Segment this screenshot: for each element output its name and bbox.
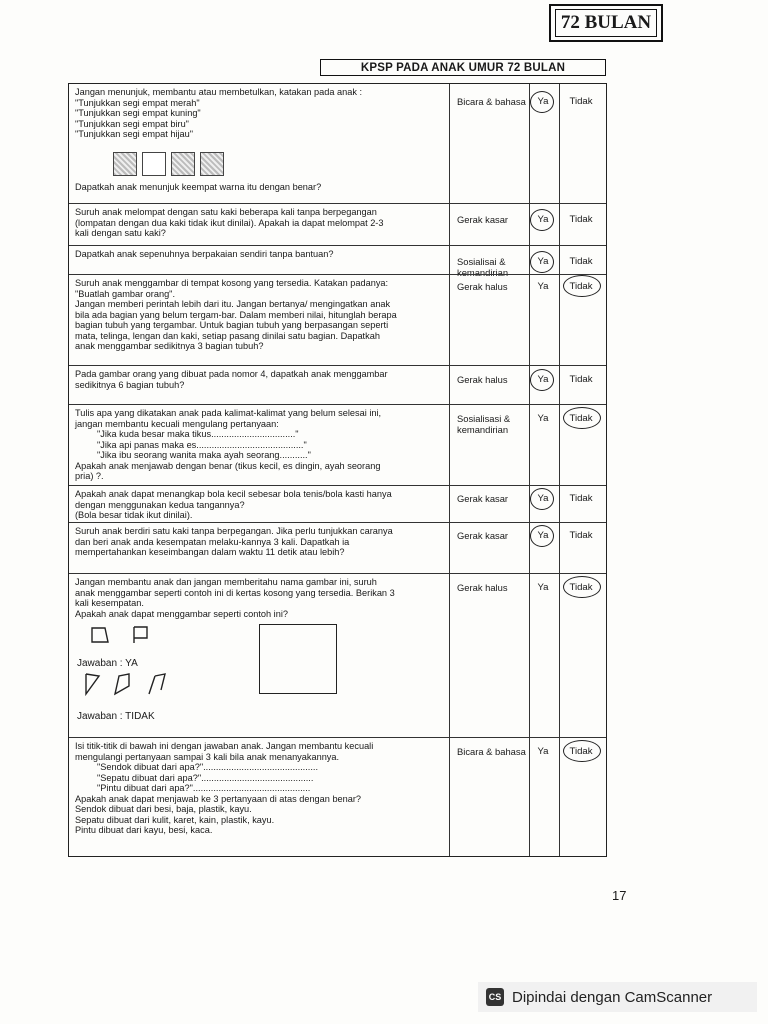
developmental-aspect: Gerak halus xyxy=(457,374,508,385)
camscanner-watermark xyxy=(478,982,757,1012)
answer-tidak-option[interactable]: Tidak xyxy=(569,746,593,757)
kpsp-table xyxy=(68,83,607,857)
question-text xyxy=(75,408,449,482)
question-line: (lompatan dengan dua kaki tidak ikut dinilai). Apakah ia dapat melompat 2-3 xyxy=(75,217,384,228)
question-line: Sepatu dibuat dari kulit, karet, kain, plastik, kayu. xyxy=(75,814,275,825)
answer-ya-option[interactable]: Ya xyxy=(537,493,549,504)
answer-ya-option[interactable]: Ya xyxy=(537,582,549,593)
developmental-aspect: Sosialisai & kemandirian xyxy=(457,256,509,278)
question-line: "Tunjukkan segi empat merah" xyxy=(75,97,200,108)
question-line: mempertahankan keseimbangan dalam waktu 11 detik atau lebih? xyxy=(75,547,345,557)
question-line: Apakah anak dapat menangkap bola kecil sebesar bola tenis/bola kasti hanya xyxy=(75,489,392,499)
answer-ya-option[interactable]: Ya xyxy=(537,96,549,107)
answer-ya-option[interactable]: Ya xyxy=(537,281,549,292)
developmental-aspect: Gerak halus xyxy=(457,582,508,593)
answer-tidak-option[interactable]: Tidak xyxy=(569,96,593,107)
question-row xyxy=(69,485,606,522)
question-line: Tulis apa yang dikatakan anak pada kalimat-kalimat yang belum selesai ini, xyxy=(75,408,382,418)
question-row xyxy=(69,274,606,365)
selected-answer-circle-icon xyxy=(530,488,554,510)
selected-answer-circle-icon xyxy=(530,369,554,391)
answer-yes-label: Jawaban : YA xyxy=(77,658,138,669)
question-line: "Sepatu dibuat dari apa?"............................................ xyxy=(97,772,314,783)
question-row xyxy=(69,84,606,203)
question-text xyxy=(75,207,449,239)
answer-tidak-option[interactable]: Tidak xyxy=(569,582,593,593)
question-line: "Tunjukkan segi empat kuning" xyxy=(75,108,201,118)
question-line: Apakah anak menjawab dengan benar (tikus kecil, es dingin, ayah seorang xyxy=(75,460,381,471)
developmental-aspect: Sosialisasi & kemandirian xyxy=(457,413,511,435)
question-line: Jangan memberi perintah lebih dari itu. Jangan bertanya/ mengingatkan anak xyxy=(75,299,391,309)
answer-ya-option[interactable]: Ya xyxy=(537,374,549,385)
question-line xyxy=(75,140,449,151)
question-line: kali dengan satu kaki? xyxy=(75,228,166,238)
question-line: kali kesempatan. xyxy=(75,598,144,608)
question-text xyxy=(75,278,449,352)
developmental-aspect: Bicara & bahasa xyxy=(457,96,526,107)
incorrect-drawing-example-icon xyxy=(83,672,183,698)
question-line: bila ada bagian yang belum tergam-bar. Dalam memberi nilai, hitunglah berapa xyxy=(75,309,397,320)
selected-answer-circle-icon xyxy=(530,525,554,547)
question-line: dengan menggunakan kedua tangannya? xyxy=(75,499,245,510)
question-text xyxy=(75,489,449,521)
question-line: mengulangi pertanyaan sampai 3 kali bila anak menanyakannya. xyxy=(75,751,340,762)
question-line: Suruh anak menggambar di tempat kosong yang tersedia. Katakan padanya: xyxy=(75,278,389,288)
question-text xyxy=(75,249,449,260)
selected-answer-circle-icon xyxy=(530,91,554,113)
question-row xyxy=(69,365,606,404)
page-number: 17 xyxy=(612,888,627,903)
answer-ya-option[interactable]: Ya xyxy=(537,214,549,225)
question-line: "Jika ibu seorang wanita maka ayah seorang..........." xyxy=(97,450,311,460)
question-line: (Bola besar tidak ikut dinilai). xyxy=(75,510,193,520)
answer-tidak-option[interactable]: Tidak xyxy=(569,530,593,541)
question-line: jangan membantu kecuali mengulang pertanyaan: xyxy=(75,418,279,429)
color-square-icon xyxy=(200,152,224,176)
developmental-aspect: Gerak kasar xyxy=(457,493,509,504)
question-line: Isi titik-titik di bawah ini dengan jawaban anak. Jangan membantu kecuali xyxy=(75,741,374,751)
question-row xyxy=(69,203,606,245)
question-line: "Tunjukkan segi empat biru" xyxy=(75,118,189,129)
question-line: bagian tubuh yang tergambar. Untuk bagian tubuh yang berpasangan seperti xyxy=(75,320,389,330)
answer-tidak-option[interactable]: Tidak xyxy=(569,214,593,225)
color-square-icon xyxy=(171,152,195,176)
answer-no-label: Jawaban : TIDAK xyxy=(77,711,155,722)
question-row xyxy=(69,404,606,485)
question-line: Dapatkah anak sepenuhnya berpakaian sendiri tanpa bantuan? xyxy=(75,249,334,259)
camscanner-logo-icon: CS xyxy=(486,988,504,1006)
question-line: sedikitnya 6 bagian tubuh? xyxy=(75,379,185,390)
question-line: Apakah anak dapat menggambar seperti contoh ini? xyxy=(75,608,288,619)
question-text xyxy=(75,577,449,619)
answer-ya-option[interactable]: Ya xyxy=(537,256,549,267)
question-line: anak menggambar sedikitnya 3 bagian tubuh? xyxy=(75,341,264,351)
developmental-aspect: Gerak halus xyxy=(457,281,508,292)
question-line: Apakah anak dapat menjawab ke 3 pertanyaan di atas dengan benar? xyxy=(75,793,362,804)
question-line: "Pintu dibuat dari apa?".............................................. xyxy=(97,783,311,793)
question-line: Jangan menunjuk, membantu atau membetulkan, katakan pada anak : xyxy=(75,87,363,97)
answer-tidak-option[interactable]: Tidak xyxy=(569,413,593,424)
question-line: "Tunjukkan segi empat hijau" xyxy=(75,129,194,139)
question-row xyxy=(69,573,606,737)
answer-ya-option[interactable]: Ya xyxy=(537,746,549,757)
selected-answer-circle-icon xyxy=(530,251,554,273)
developmental-aspect: Bicara & bahasa xyxy=(457,746,526,757)
answer-ya-option[interactable]: Ya xyxy=(537,413,549,424)
question-line: Dapatkah anak menunjuk keempat warna itu dengan benar? xyxy=(75,181,322,192)
answer-tidak-option[interactable]: Tidak xyxy=(569,281,593,292)
question-line: anak menggambar seperti contoh ini di kertas kosong yang tersedia. Berikan 3 xyxy=(75,587,395,598)
color-square-icon xyxy=(113,152,137,176)
question-line: Sendok dibuat dari besi, baja, plastik, kayu. xyxy=(75,804,252,814)
question-line: Suruh anak berdiri satu kaki tanpa berpegangan. Jika perlu tunjukkan caranya xyxy=(75,526,393,536)
answer-tidak-option[interactable]: Tidak xyxy=(569,374,593,385)
question-line: dan beri anak anda kesempatan melaku-kannya 3 kali. Dapatkah ia xyxy=(75,536,350,547)
question-line: "Jika kuda besar maka tikus................................." xyxy=(97,429,299,439)
age-label-box xyxy=(549,4,663,42)
correct-drawing-example-icon xyxy=(89,624,159,646)
question-line: "Buatlah gambar orang". xyxy=(75,288,175,299)
question-line: Suruh anak melompat dengan satu kaki beberapa kali tanpa berpegangan xyxy=(75,207,377,217)
answer-tidak-option[interactable]: Tidak xyxy=(569,493,593,504)
question-line: "Jika api panas maka es.........................................." xyxy=(97,439,307,450)
question-row xyxy=(69,522,606,573)
camscanner-text: Dipindai dengan CamScanner xyxy=(512,988,713,1006)
form-title: KPSP PADA ANAK UMUR 72 BULAN xyxy=(320,59,606,76)
selected-answer-circle-icon xyxy=(563,407,601,429)
developmental-aspect: Gerak kasar xyxy=(457,530,509,541)
question-line: "Sendok dibuat dari apa?"............................................. xyxy=(97,762,318,772)
question-text xyxy=(75,87,449,192)
answer-ya-option[interactable]: Ya xyxy=(537,530,549,541)
drawing-answer-box[interactable] xyxy=(259,624,337,694)
developmental-aspect: Gerak kasar xyxy=(457,214,509,225)
selected-answer-circle-icon xyxy=(563,275,601,297)
question-line: Pada gambar orang yang dibuat pada nomor 4, dapatkah anak menggambar xyxy=(75,369,388,379)
color-squares-illustration xyxy=(113,152,229,176)
question-text xyxy=(75,369,449,390)
color-square-icon xyxy=(142,152,166,176)
question-line: pria) ?. xyxy=(75,471,104,481)
question-line: mata, telinga, lengan dan kaki, setiap pasang dinilai satu bagian. Dapatkah xyxy=(75,330,380,341)
question-row xyxy=(69,245,606,278)
question-text xyxy=(75,526,449,558)
selected-answer-circle-icon xyxy=(563,740,601,762)
answer-tidak-option[interactable]: Tidak xyxy=(569,256,593,267)
question-text xyxy=(75,741,449,836)
selected-answer-circle-icon xyxy=(530,209,554,231)
selected-answer-circle-icon xyxy=(563,576,601,598)
question-row xyxy=(69,737,606,856)
question-line: Jangan membantu anak dan jangan memberitahu nama gambar ini, suruh xyxy=(75,577,377,587)
age-label: 72 BULAN xyxy=(555,9,657,37)
question-line: Pintu dibuat dari kayu, besi, kaca. xyxy=(75,825,213,835)
